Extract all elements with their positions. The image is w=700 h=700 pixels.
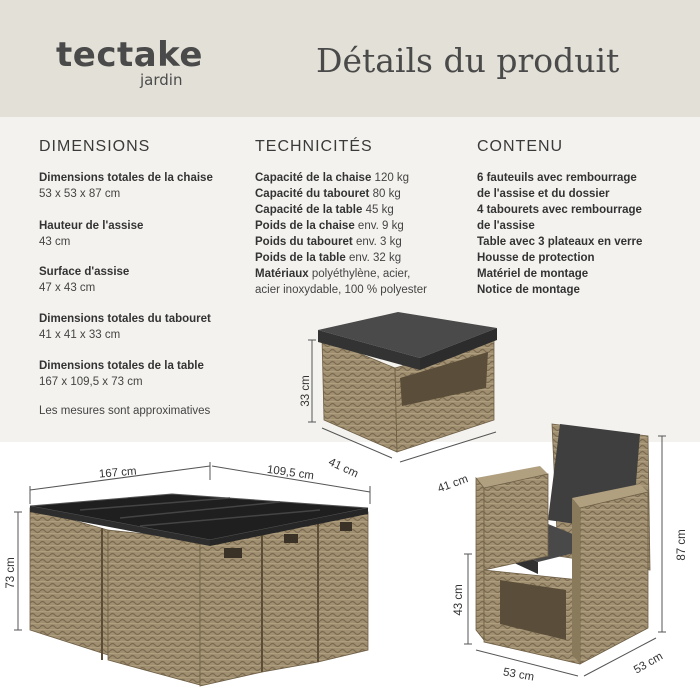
dimension-value: 53 x 53 x 87 cm: [39, 188, 121, 200]
dimension-label: Surface d'assise: [39, 266, 130, 278]
stool-depth-label: 41 cm: [326, 456, 361, 481]
armchair-illustration: [476, 424, 650, 664]
spec-value: polyéthylène, acier,: [311, 268, 411, 280]
spec-label: Poids de la table: [255, 252, 346, 264]
table-height-label: 73 cm: [5, 557, 17, 589]
brand-logo: tectake: [56, 35, 203, 75]
content-line: 4 tabourets avec rembourrage: [477, 204, 642, 216]
brand-subline: jardin: [140, 71, 183, 89]
content-line: Matériel de montage: [477, 268, 589, 280]
dimension-value: 167 x 109,5 x 73 cm: [39, 376, 143, 388]
content-line: Table avec 3 plateaux en verre: [477, 236, 643, 248]
chair-width-label: 53 cm: [502, 666, 535, 684]
seat-height-label: 43 cm: [453, 584, 465, 616]
stool-width-label: 41 cm: [436, 473, 470, 496]
chair-depth-label: 53 cm: [631, 650, 666, 677]
dimension-value: 47 x 43 cm: [39, 282, 96, 294]
stool-illustration: [318, 312, 497, 452]
spec-value: env. 3 kg: [355, 236, 402, 248]
spec-value: 120 kg: [374, 172, 410, 184]
spec-value: env. 32 kg: [348, 252, 402, 264]
page-title: Détails du produit: [316, 41, 620, 80]
technical-heading: TECHNICITÉS: [255, 138, 373, 155]
table-width-label: 109,5 cm: [266, 463, 315, 483]
content-line: 6 fauteuils avec rembourrage: [477, 172, 637, 184]
table-set-illustration: [30, 494, 368, 686]
spec-label: Capacité du tabouret: [255, 188, 370, 200]
table-length-label: 167 cm: [98, 465, 138, 481]
chair-height-label: 87 cm: [676, 529, 688, 561]
content-line: Notice de montage: [477, 284, 580, 296]
spec-continuation: acier inoxydable, 100 % polyester: [255, 284, 427, 296]
dimension-value: 41 x 41 x 33 cm: [39, 329, 121, 341]
content-line: Housse de protection: [477, 252, 595, 264]
spec-label: Capacité de la table: [255, 204, 363, 216]
spec-label: Poids du tabouret: [255, 236, 353, 248]
dimension-value: 43 cm: [39, 236, 71, 248]
spec-label: Poids de la chaise: [255, 220, 355, 232]
spec-value: 80 kg: [372, 188, 401, 200]
spec-label: Matériaux: [255, 268, 309, 280]
content-line: de l'assise et du dossier: [477, 188, 610, 200]
dimension-label: Dimensions totales de la table: [39, 360, 204, 372]
spec-value: env. 9 kg: [357, 220, 404, 232]
spec-label: Capacité de la chaise: [255, 172, 372, 184]
spec-value: 45 kg: [365, 204, 394, 216]
dimension-label: Dimensions totales du tabouret: [39, 313, 211, 325]
dimension-label: Dimensions totales de la chaise: [39, 172, 213, 184]
measurement-note: Les mesures sont approximatives: [39, 405, 211, 417]
dimension-label: Hauteur de l'assise: [39, 220, 144, 232]
contents-heading: CONTENU: [477, 138, 564, 155]
dimensions-heading: DIMENSIONS: [39, 138, 151, 155]
stool-height-label: 33 cm: [300, 375, 312, 407]
content-line: de l'assise: [477, 220, 535, 232]
